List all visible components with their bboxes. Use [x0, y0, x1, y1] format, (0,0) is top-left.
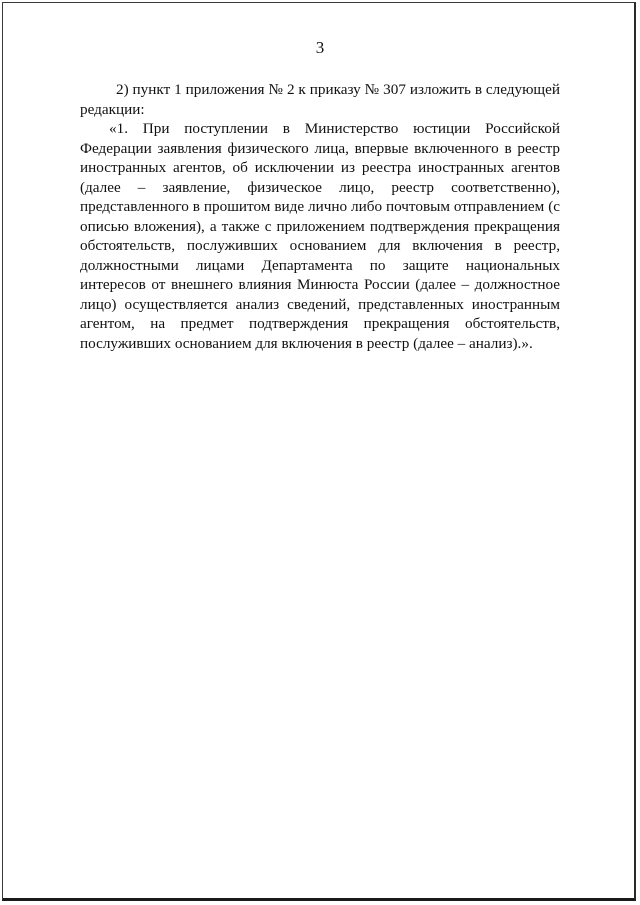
paragraph-amendment-text: «1. При поступлении в Министерство юстиции Российской Федерации заявления физического лица, впервые включенного в реестр иностранных агентов, об исключении из реестра иностранных агентов (далее – заявление, физическое лицо, реестр соответственно), представленного в прошитом виде лично либо почтовым отправлением (с описью вложения), а также с приложением подтверждения прекращения обстоятельств, послуживших основанием для включения в реестр, должностными лицами Департамента по защите национальных интересов от внешнего влияния Минюста России (далее – должностное лицо) осуществляется анализ сведений, представленных иностранным агентом, на предмет подтверждения прекращения обстоятельств, послуживших основанием для включения в реестр (далее – анализ).». [80, 120, 560, 352]
page-number: 3 [315, 38, 325, 57]
document-body [80, 80, 560, 353]
paragraph-amendment-intro: 2) пункт 1 приложения № 2 к приказу № 307 изложить в следующей редакции: [80, 81, 560, 118]
